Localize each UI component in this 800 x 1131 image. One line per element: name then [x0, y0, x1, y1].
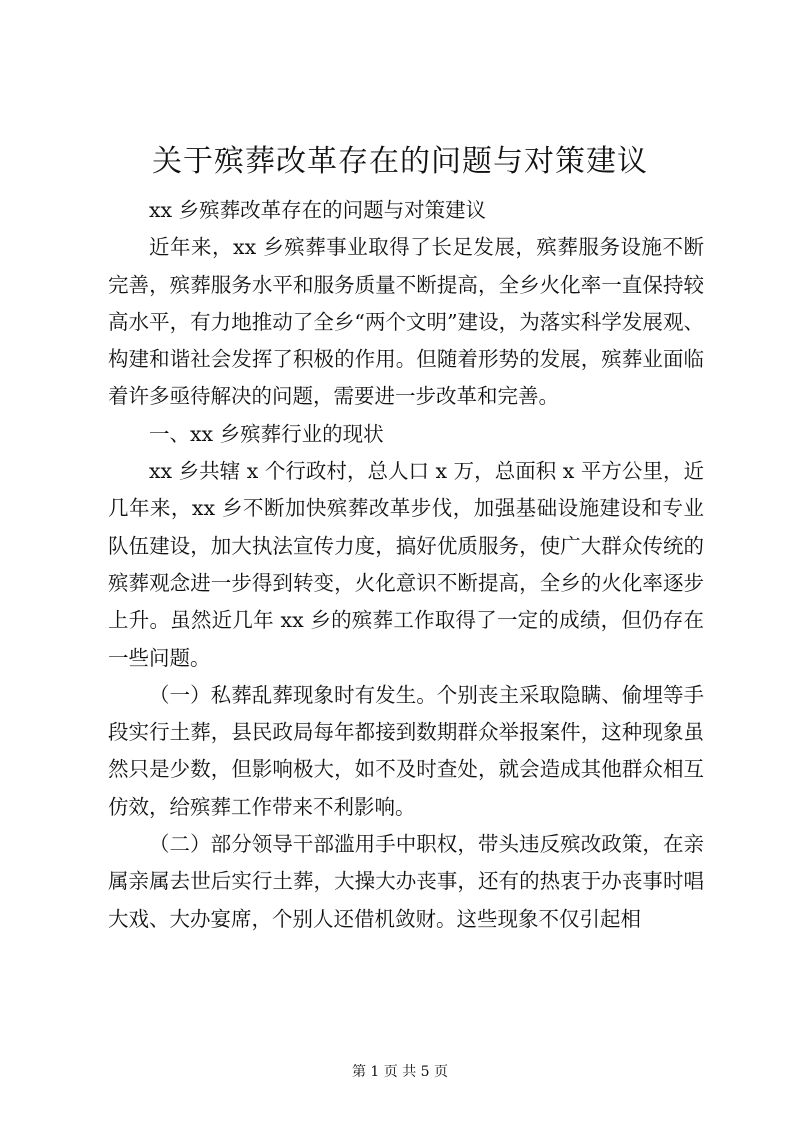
intro-paragraph: 近年来，xx 乡殡葬事业取得了长足发展，殡葬服务设施不断完善，殡葬服务水平和服务质量不断提高，全乡火化率一直保持较高水平，有力地推动了全乡“两个文明”建设，为落实科学发展观、构建和谐社会发挥了积极的作用。但随着形势的发展，殡葬业面临着许多亟待解决的问题，需要进一步改革和完善。 [108, 235, 704, 409]
issue-paragraph-2: （二）部分领导干部滥用手中职权，带头违反殡改政策，在亲属亲属去世后实行土葬，大操大办丧事，还有的热衷于办丧事时唱大戏、大办宴席，个别人还借机敛财。这些现象不仅引起相 [108, 832, 704, 931]
subtitle-paragraph: xx 乡殡葬改革存在的问题与对策建议 [149, 198, 487, 222]
issue-paragraph-1: （一）私葬乱葬现象时有发生。个别丧主采取隐瞒、偷埋等手段实行土葬，县民政局每年都接到数期群众举报案件，这种现象虽然只是少数，但影响极大，如不及时查处，就会造成其他群众相互仿效，给殡葬工作带来不利影响。 [108, 682, 704, 819]
document-title: 关于殡葬改革存在的问题与对策建议 [152, 144, 648, 179]
document-body [108, 192, 704, 938]
section-heading: 一、xx 乡殡葬行业的现状 [149, 421, 384, 446]
status-paragraph: xx 乡共辖 x 个行政村，总人口 x 万，总面积 x 平方公里，近几年来，xx 乡不断加快殡葬改革步伐，加强基础设施建设和专业队伍建设，加大执法宣传力度，搞好优质服务，使广大群众传统的殡葬观念进一步得到转变，火化意识不断提高，全乡的火化率逐步上升。虽然近几年 xx 乡的殡葬工作取得了一定的成绩，但仍存在一些问题。 [108, 459, 704, 670]
page-footer: 第 1 页 共 5 页 [351, 1064, 449, 1080]
